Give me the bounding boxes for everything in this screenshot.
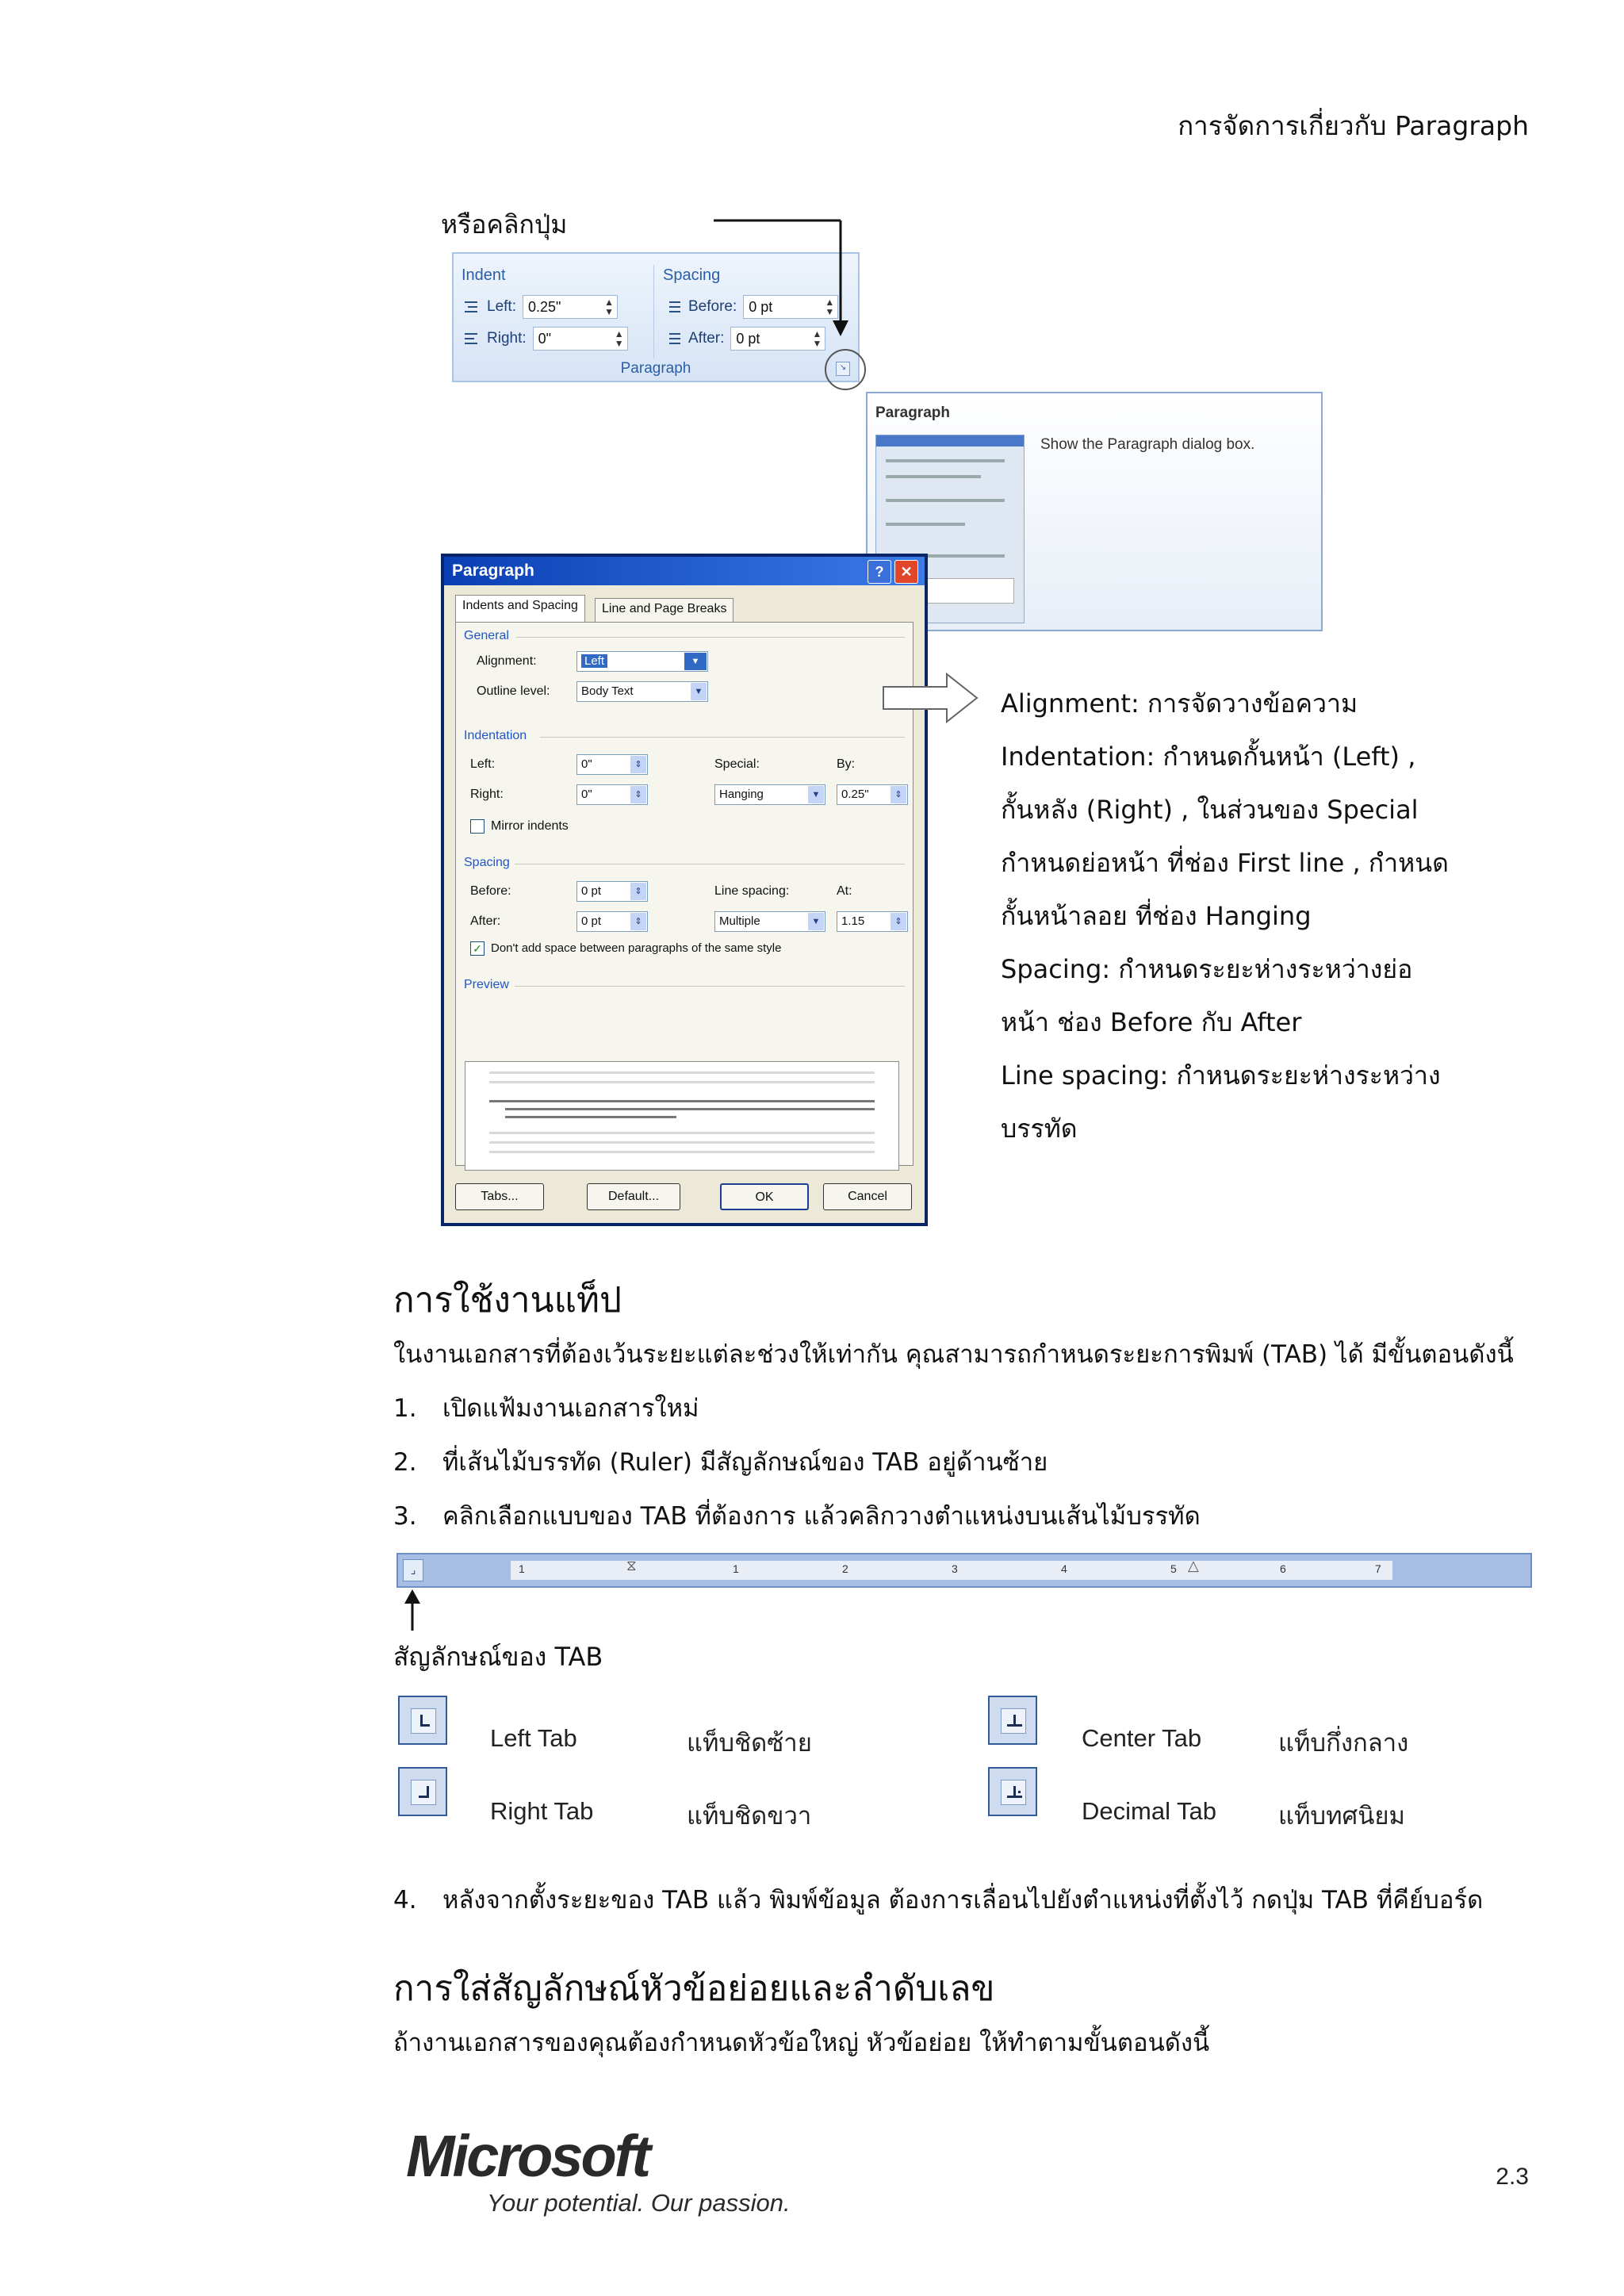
indentation-section-title: Indentation [464, 729, 527, 742]
spacing-after-value: 0 pt [736, 330, 760, 347]
right-tab-label: Right Tab [490, 1797, 594, 1825]
spacing-after-label: After: [688, 330, 725, 347]
default-button[interactable]: Default... [587, 1183, 680, 1210]
special-value: Hanging [719, 788, 764, 801]
indent-right-label: Right: [487, 330, 527, 347]
spacing-before-label: Before: [470, 884, 511, 898]
left-tab-label: Left Tab [490, 1724, 577, 1752]
spacing-after-value: 0 pt [581, 914, 602, 928]
special-label: Special: [714, 757, 760, 771]
spacing-before-value: 0 pt [581, 884, 602, 898]
tab-selector-icon[interactable]: ⌟ [403, 1559, 423, 1581]
list-item [393, 1442, 1048, 1481]
spinner-icon[interactable]: ▲ ▼ [812, 328, 822, 349]
ruler-number: 1 [519, 1562, 525, 1575]
left-tab-thai: แท็บชิดซ้าย [687, 1729, 812, 1757]
list-text: หลังจากตั้งระยะของ TAB แล้ว พิมพ์ข้อมูล ต้องการเลื่อนไปยังตำแหน่งที่ตั้งไว้ กดปุ่ม TAB ที่คีย์บอร์ด [442, 1886, 1484, 1915]
center-tab-icon [988, 1696, 1037, 1745]
spinner-icon[interactable]: ⇕ [891, 786, 906, 803]
annotation-line: กำหนดย่อหน้า ที่ช่อง First line , กำหนด [1001, 848, 1449, 878]
tooltip-description: Show the Paragraph dialog box. [1040, 436, 1255, 453]
dont-add-space-checkbox[interactable]: ✓ [470, 941, 485, 956]
alignment-label: Alignment: [477, 654, 537, 668]
right-tab-icon [398, 1767, 447, 1816]
spinner-icon[interactable]: ⇕ [630, 913, 646, 930]
spinner-icon[interactable]: ⇕ [630, 756, 646, 773]
spacing-after-label: After: [470, 914, 501, 928]
indent-left-value: 0" [581, 757, 592, 771]
list-number: 4. [393, 1886, 417, 1915]
cancel-button[interactable]: Cancel [823, 1183, 912, 1210]
spinner-icon[interactable]: ⇕ [630, 786, 646, 803]
logo-tagline: Your potential. Our passion. [487, 2189, 791, 2217]
spacing-section-title: Spacing [464, 856, 510, 869]
decimal-tab-icon [988, 1767, 1037, 1816]
spinner-icon[interactable]: ▲ ▼ [614, 328, 624, 349]
highlight-circle [825, 350, 865, 389]
arrow-head-icon [833, 320, 848, 336]
annotation-line: Spacing: กำหนดระยะห่างระหว่างย่อ [1001, 954, 1413, 984]
tabs-button[interactable]: Tabs... [455, 1183, 544, 1210]
indent-right-value: 0" [581, 788, 592, 801]
spacing-heading: Spacing [663, 266, 721, 284]
center-tab-label: Center Tab [1082, 1724, 1202, 1752]
list-item [393, 1880, 1483, 1919]
annotation-line: หน้า ช่อง Before กับ After [1001, 1007, 1302, 1037]
list-text: คลิกเลือกแบบของ TAB ที่ต้องการ แล้วคลิกวางตำแหน่งบนเส้นไม้บรรทัด [442, 1502, 1201, 1531]
spacing-before-label: Before: [688, 298, 737, 315]
indent-right-label: Right: [470, 788, 504, 801]
chevron-down-icon[interactable]: ▼ [684, 653, 707, 670]
list-text: เปิดแฟ้มงานเอกสารใหม่ [442, 1394, 699, 1423]
preview-section-title: Preview [464, 978, 509, 991]
at-label: At: [837, 884, 852, 898]
list-text: ที่เส้นไม้บรรทัด (Ruler) มีสัญลักษณ์ของ TAB อยู่ด้านซ้าย [442, 1448, 1048, 1477]
dialog-launcher-icon[interactable]: ↘ [836, 362, 850, 376]
ok-button[interactable]: OK [720, 1183, 809, 1210]
mirror-indents-label: Mirror indents [491, 819, 569, 833]
indent-marker-icon[interactable]: ⧖ [626, 1558, 637, 1574]
indent-heading: Indent [462, 266, 506, 284]
ruler-number: 7 [1375, 1562, 1381, 1575]
left-tab-icon [398, 1696, 447, 1745]
decimal-tab-thai: แท็บทศนิยม [1278, 1802, 1405, 1830]
help-icon[interactable]: ? [868, 560, 891, 584]
list-number: 3. [393, 1502, 417, 1531]
up-arrow-icon [404, 1589, 420, 1604]
ruler-number: 1 [733, 1562, 739, 1575]
spinner-icon[interactable]: ⇕ [630, 883, 646, 900]
spinner-icon[interactable]: ▲ ▼ [604, 297, 614, 317]
tab-symbol-caption: สัญลักษณ์ของ TAB [393, 1642, 603, 1672]
right-indent-marker-icon[interactable]: △ [1188, 1558, 1199, 1574]
tab-line-page-breaks[interactable]: Line and Page Breaks [595, 598, 733, 622]
dialog-annotation [1001, 677, 1556, 1156]
chevron-down-icon[interactable]: ▼ [691, 683, 707, 700]
tab-section-intro: ในงานเอกสารที่ต้องเว้นระยะแต่ละช่วงให้เท่ากัน คุณสามารถกำหนดระยะการพิมพ์ (TAB) ได้ มีขั้นตอนดังนี้ [393, 1340, 1514, 1369]
decimal-tab-label: Decimal Tab [1082, 1797, 1217, 1825]
list-item [393, 1388, 699, 1428]
annotation-line: บรรทัด [1001, 1114, 1078, 1144]
by-value: 0.25" [841, 788, 869, 801]
dont-add-space-label: Don't add space between paragraphs of the same style [491, 941, 782, 955]
line-spacing-value: Multiple [719, 914, 760, 928]
list-number: 2. [393, 1448, 417, 1477]
indent-right-value: 0" [538, 330, 552, 347]
by-label: By: [837, 757, 856, 771]
ruler-number: 5 [1170, 1562, 1177, 1575]
annotation-line: กั้นหลัง (Right) , ในส่วนของ Special [1001, 795, 1419, 825]
alignment-value: Left [581, 654, 607, 668]
tooltip-title: Paragraph [875, 404, 950, 421]
bullet-section-intro: ถ้างานเอกสารของคุณต้องกำหนดหัวข้อใหญ่ หัวข้อย่อย ให้ทำตามขั้นตอนดังนี้ [393, 2029, 1210, 2057]
spinner-icon[interactable]: ⇕ [891, 913, 906, 930]
ruler-track[interactable] [511, 1558, 1392, 1580]
spinner-icon[interactable]: ▲ ▼ [825, 297, 835, 317]
outline-level-value: Body Text [581, 684, 634, 698]
page-number: 2.3 [1496, 2164, 1529, 2190]
indent-left-label: Left: [470, 757, 496, 771]
page-header-title: การจัดการเกี่ยวกับ Paragraph [1178, 110, 1529, 141]
annotation-line: Alignment: การจัดวางข้อความ [1001, 688, 1358, 719]
annotation-line: กั้นหน้าลอย ที่ช่อง Hanging [1001, 901, 1312, 931]
indent-left-value: 0.25" [527, 298, 561, 315]
dialog-title: Paragraph [452, 562, 534, 580]
line-spacing-label: Line spacing: [714, 884, 790, 898]
list-item [393, 1496, 1201, 1535]
general-section-title: General [464, 629, 509, 642]
microsoft-logo: Microsoft [406, 2123, 649, 2189]
annotation-line: Indentation: กำหนดกั้นหน้า (Left) , [1001, 742, 1416, 772]
chevron-down-icon[interactable]: ▼ [808, 913, 824, 930]
right-tab-thai: แท็บชิดขวา [687, 1802, 812, 1830]
indent-left-label: Left: [487, 298, 516, 315]
tab-section-heading: การใช้งานแท็ป [393, 1280, 622, 1320]
annotation-line: Line spacing: กำหนดระยะห่างระหว่าง [1001, 1060, 1441, 1091]
paragraph-group-label: Paragraph [620, 360, 691, 377]
outline-level-label: Outline level: [477, 684, 550, 698]
center-tab-thai: แท็บกึ่งกลาง [1278, 1729, 1409, 1757]
list-number: 1. [393, 1394, 417, 1423]
ruler-number: 2 [842, 1562, 848, 1575]
right-arrow-icon [883, 674, 977, 722]
ruler-number: 6 [1280, 1562, 1286, 1575]
ruler[interactable] [396, 1553, 1532, 1588]
spacing-before-value: 0 pt [749, 298, 773, 315]
ruler-number: 4 [1061, 1562, 1067, 1575]
ruler-number: 3 [952, 1562, 958, 1575]
chevron-down-icon[interactable]: ▼ [808, 786, 824, 803]
bullet-section-heading: การใส่สัญลักษณ์หัวข้อย่อยและลำดับเลข [393, 1968, 995, 2009]
click-button-label: หรือคลิกปุ่ม [441, 209, 568, 240]
close-icon[interactable]: ✕ [894, 560, 918, 584]
tab-indents-spacing[interactable]: Indents and Spacing [455, 595, 585, 622]
at-value: 1.15 [841, 914, 865, 928]
